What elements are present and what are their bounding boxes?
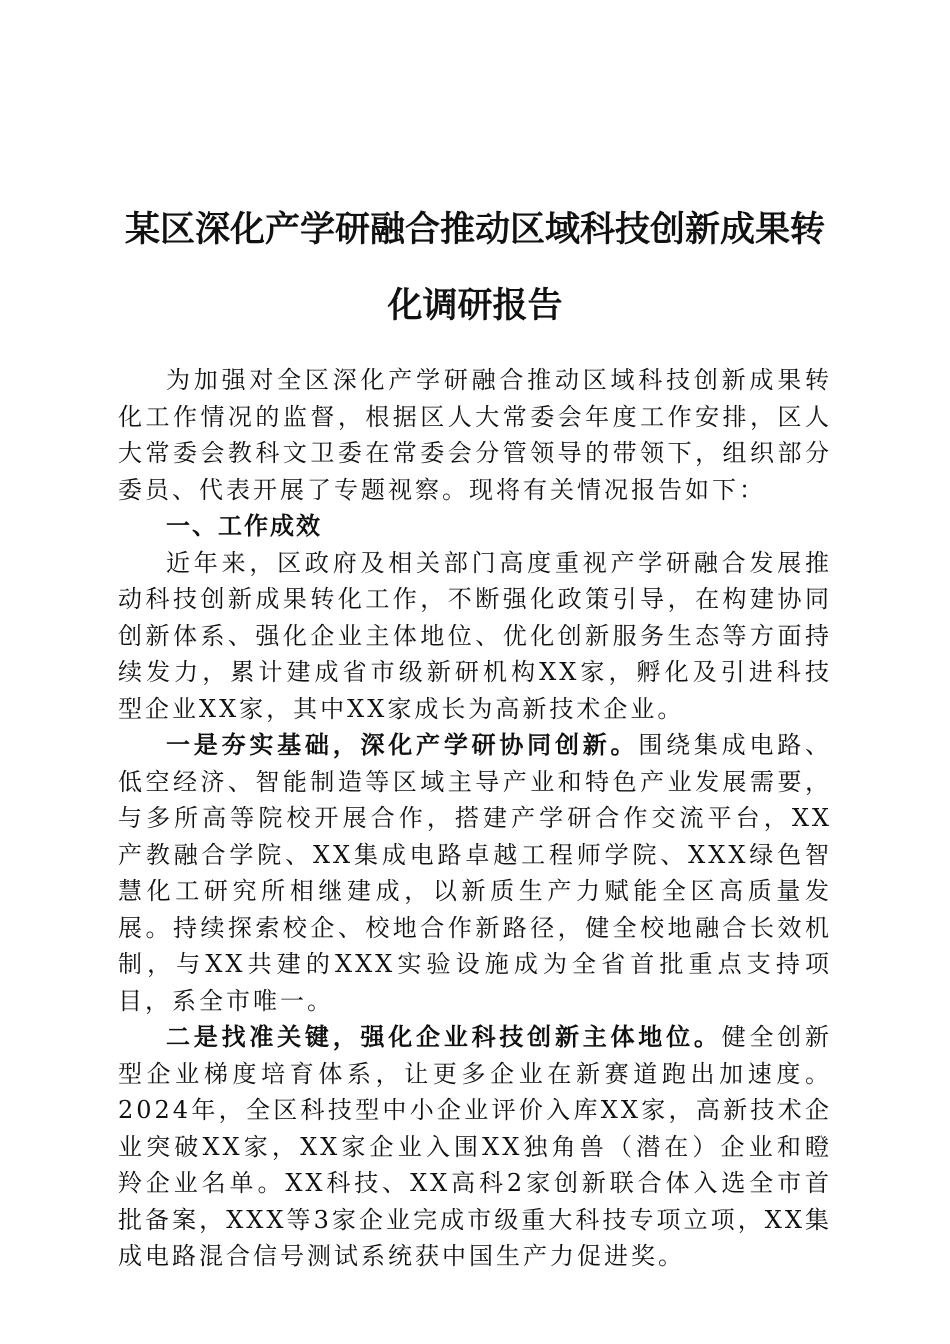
section-heading-achievements: 一、工作成效	[166, 512, 322, 540]
point-two-text: 健全创新型企业梯度培育体系，让更多企业在新赛道跑出加速度。2024年，全区科技型中小企业评价入库XX家，高新技术企业突破XX家，XX家企业入围XX独角兽（潜在）企业和瞪羚企业名单。XX科技、XX高科2家创新联合体入选全市首批备案，XXX等3家企业完成市级重大科技专项立项，XX集成电路混合信号测试系统获中国生产力促进奖。	[118, 1023, 833, 1270]
point-one-lead: 一是夯实基础，深化产学研协同创新。	[166, 731, 639, 759]
document-body	[118, 362, 832, 1275]
point-one-text: 围绕集成电路、低空经济、智能制造等区域主导产业和特色产业发展需要，与多所高等院校开展合作，搭建产学研合作交流平台，XX产教融合学院、XX集成电路卓越工程师学院、XXX绿色智慧化工研究所相继建成，以新质生产力赋能全区高质量发展。持续探索校企、校地合作新路径，健全校地融合长效机制，与XX共建的XXX实验设施成为全省首批重点支持项目，系全市唯一。	[118, 731, 833, 1015]
point-two-lead: 二是找准关键，强化企业科技创新主体地位。	[166, 1023, 722, 1051]
point-two-paragraph	[118, 1019, 832, 1275]
intro-paragraph: 为加强对全区深化产学研融合推动区域科技创新成果转化工作情况的监督，根据区人大常委会年度工作安排，区人大常委会教科文卫委在常委会分管领导的带领下，组织部分委员、代表开展了专题视察。现将有关情况报告如下：	[118, 366, 832, 504]
point-one-paragraph	[118, 727, 832, 1019]
document-title: 某区深化产学研融合推动区域科技创新成果转化调研报告	[124, 209, 825, 326]
overview-paragraph: 近年来，区政府及相关部门高度重视产学研融合发展推动科技创新成果转化工作，不断强化政策引导，在构建协同创新体系、强化企业主体地位、优化创新服务生态等方面持续发力，累计建成省市级新研机构XX家，孵化及引进科技型企业XX家，其中XX家成长为高新技术企业。	[118, 548, 832, 723]
